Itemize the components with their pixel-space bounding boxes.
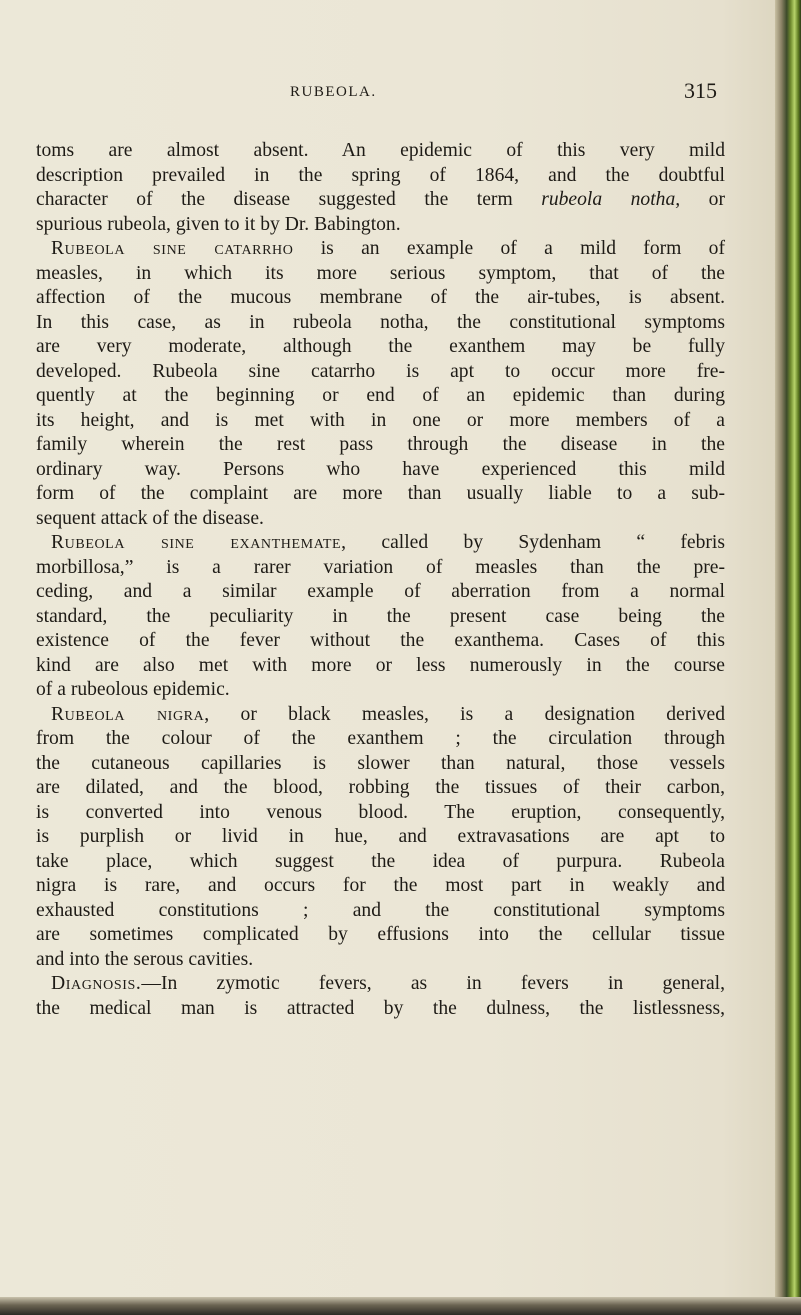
book-spine-edge	[775, 0, 801, 1315]
text-line: existence of the fever without the exanthema. Cases of this	[36, 630, 725, 651]
text-line: morbillosa,” is a rarer variation of measles than the pre-	[36, 556, 725, 578]
line-text: —In zymotic fevers, as in fevers in general,	[141, 973, 725, 994]
section-term: Rubeola sine catarrho	[51, 238, 294, 259]
text-line: family wherein the rest pass through the disease in the	[36, 434, 725, 455]
text-line: standard, the peculiarity in the present case being the	[36, 605, 725, 627]
text-line: In this case, as in rubeola notha, the constitutional symptoms	[36, 311, 725, 333]
line-text: , called by Sydenham “ febris	[341, 532, 725, 553]
text-line: spurious rubeola, given to it by Dr. Babington.	[36, 213, 401, 235]
text-line: the medical man is attracted by the dulness, the listlessness,	[36, 997, 725, 1019]
text-line	[36, 237, 725, 262]
text-line: is purplish or livid in hue, and extravasations are apt to	[36, 826, 725, 847]
page-header	[0, 78, 770, 108]
text-line: are very moderate, although the exanthem may be fully	[36, 336, 725, 357]
section-term: Rubeola nigra	[51, 703, 205, 725]
section-term: Diagnosis.	[51, 973, 142, 994]
text-line: sequent attack of the disease.	[36, 507, 264, 529]
text-line: take place, which suggest the idea of purpura. Rubeola	[36, 850, 725, 872]
line-text: is an example of a mild form of	[293, 238, 725, 259]
text-line: nigra is rare, and occurs for the most part in weakly and	[36, 875, 725, 896]
text-line: quently at the beginning or end of an epidemic than during	[36, 385, 725, 406]
text-line: ordinary way. Persons who have experienced this mild	[36, 458, 725, 480]
text-line	[36, 188, 725, 213]
text-line: its height, and is met with in one or more members of a	[36, 409, 725, 431]
text-line	[36, 703, 725, 728]
text-line: ceding, and a similar example of aberration from a normal	[36, 581, 725, 602]
text-line: of a rubeolous epidemic.	[36, 679, 230, 700]
text-line: affection of the mucous membrane of the air-tubes, is absent.	[36, 287, 725, 308]
page-number: 315	[684, 78, 717, 103]
line-text: character of the disease suggested the term	[36, 189, 542, 210]
text-line	[36, 531, 725, 556]
text-line: form of the complaint are more than usually liable to a sub-	[36, 483, 725, 504]
text-line: are dilated, and the blood, robbing the tissues of their carbon,	[36, 777, 725, 798]
text-line: description prevailed in the spring of 1864, and the doubtful	[36, 164, 725, 186]
running-head: RUBEOLA.	[290, 84, 377, 100]
text-line: kind are also met with more or less numerously in the course	[36, 654, 725, 676]
text-line	[36, 972, 725, 997]
text-line: toms are almost absent. An epidemic of this very mild	[36, 140, 725, 161]
text-line: and into the serous cavities.	[36, 948, 254, 970]
section-term: Rubeola sine exanthemate	[51, 532, 342, 553]
text-line: the cutaneous capillaries is slower than natural, those vessels	[36, 752, 725, 774]
page-bottom-edge	[0, 1297, 801, 1315]
italic-term: rubeola notha,	[541, 189, 681, 210]
line-text: or	[680, 189, 725, 210]
text-line: is converted into venous blood. The eruption, consequently,	[36, 801, 725, 823]
text-line: exhausted constitutions ; and the constitutional symptoms	[36, 899, 725, 921]
text-line: from the colour of the exanthem ; the circulation through	[36, 728, 725, 749]
line-text: , or black measles, is a designation derived	[204, 703, 725, 725]
body-text	[36, 139, 725, 1021]
text-line: measles, in which its more serious symptom, that of the	[36, 262, 725, 284]
text-line: are sometimes complicated by effusions into the cellular tissue	[36, 924, 725, 945]
text-line: developed. Rubeola sine catarrho is apt to occur more fre-	[36, 360, 725, 382]
